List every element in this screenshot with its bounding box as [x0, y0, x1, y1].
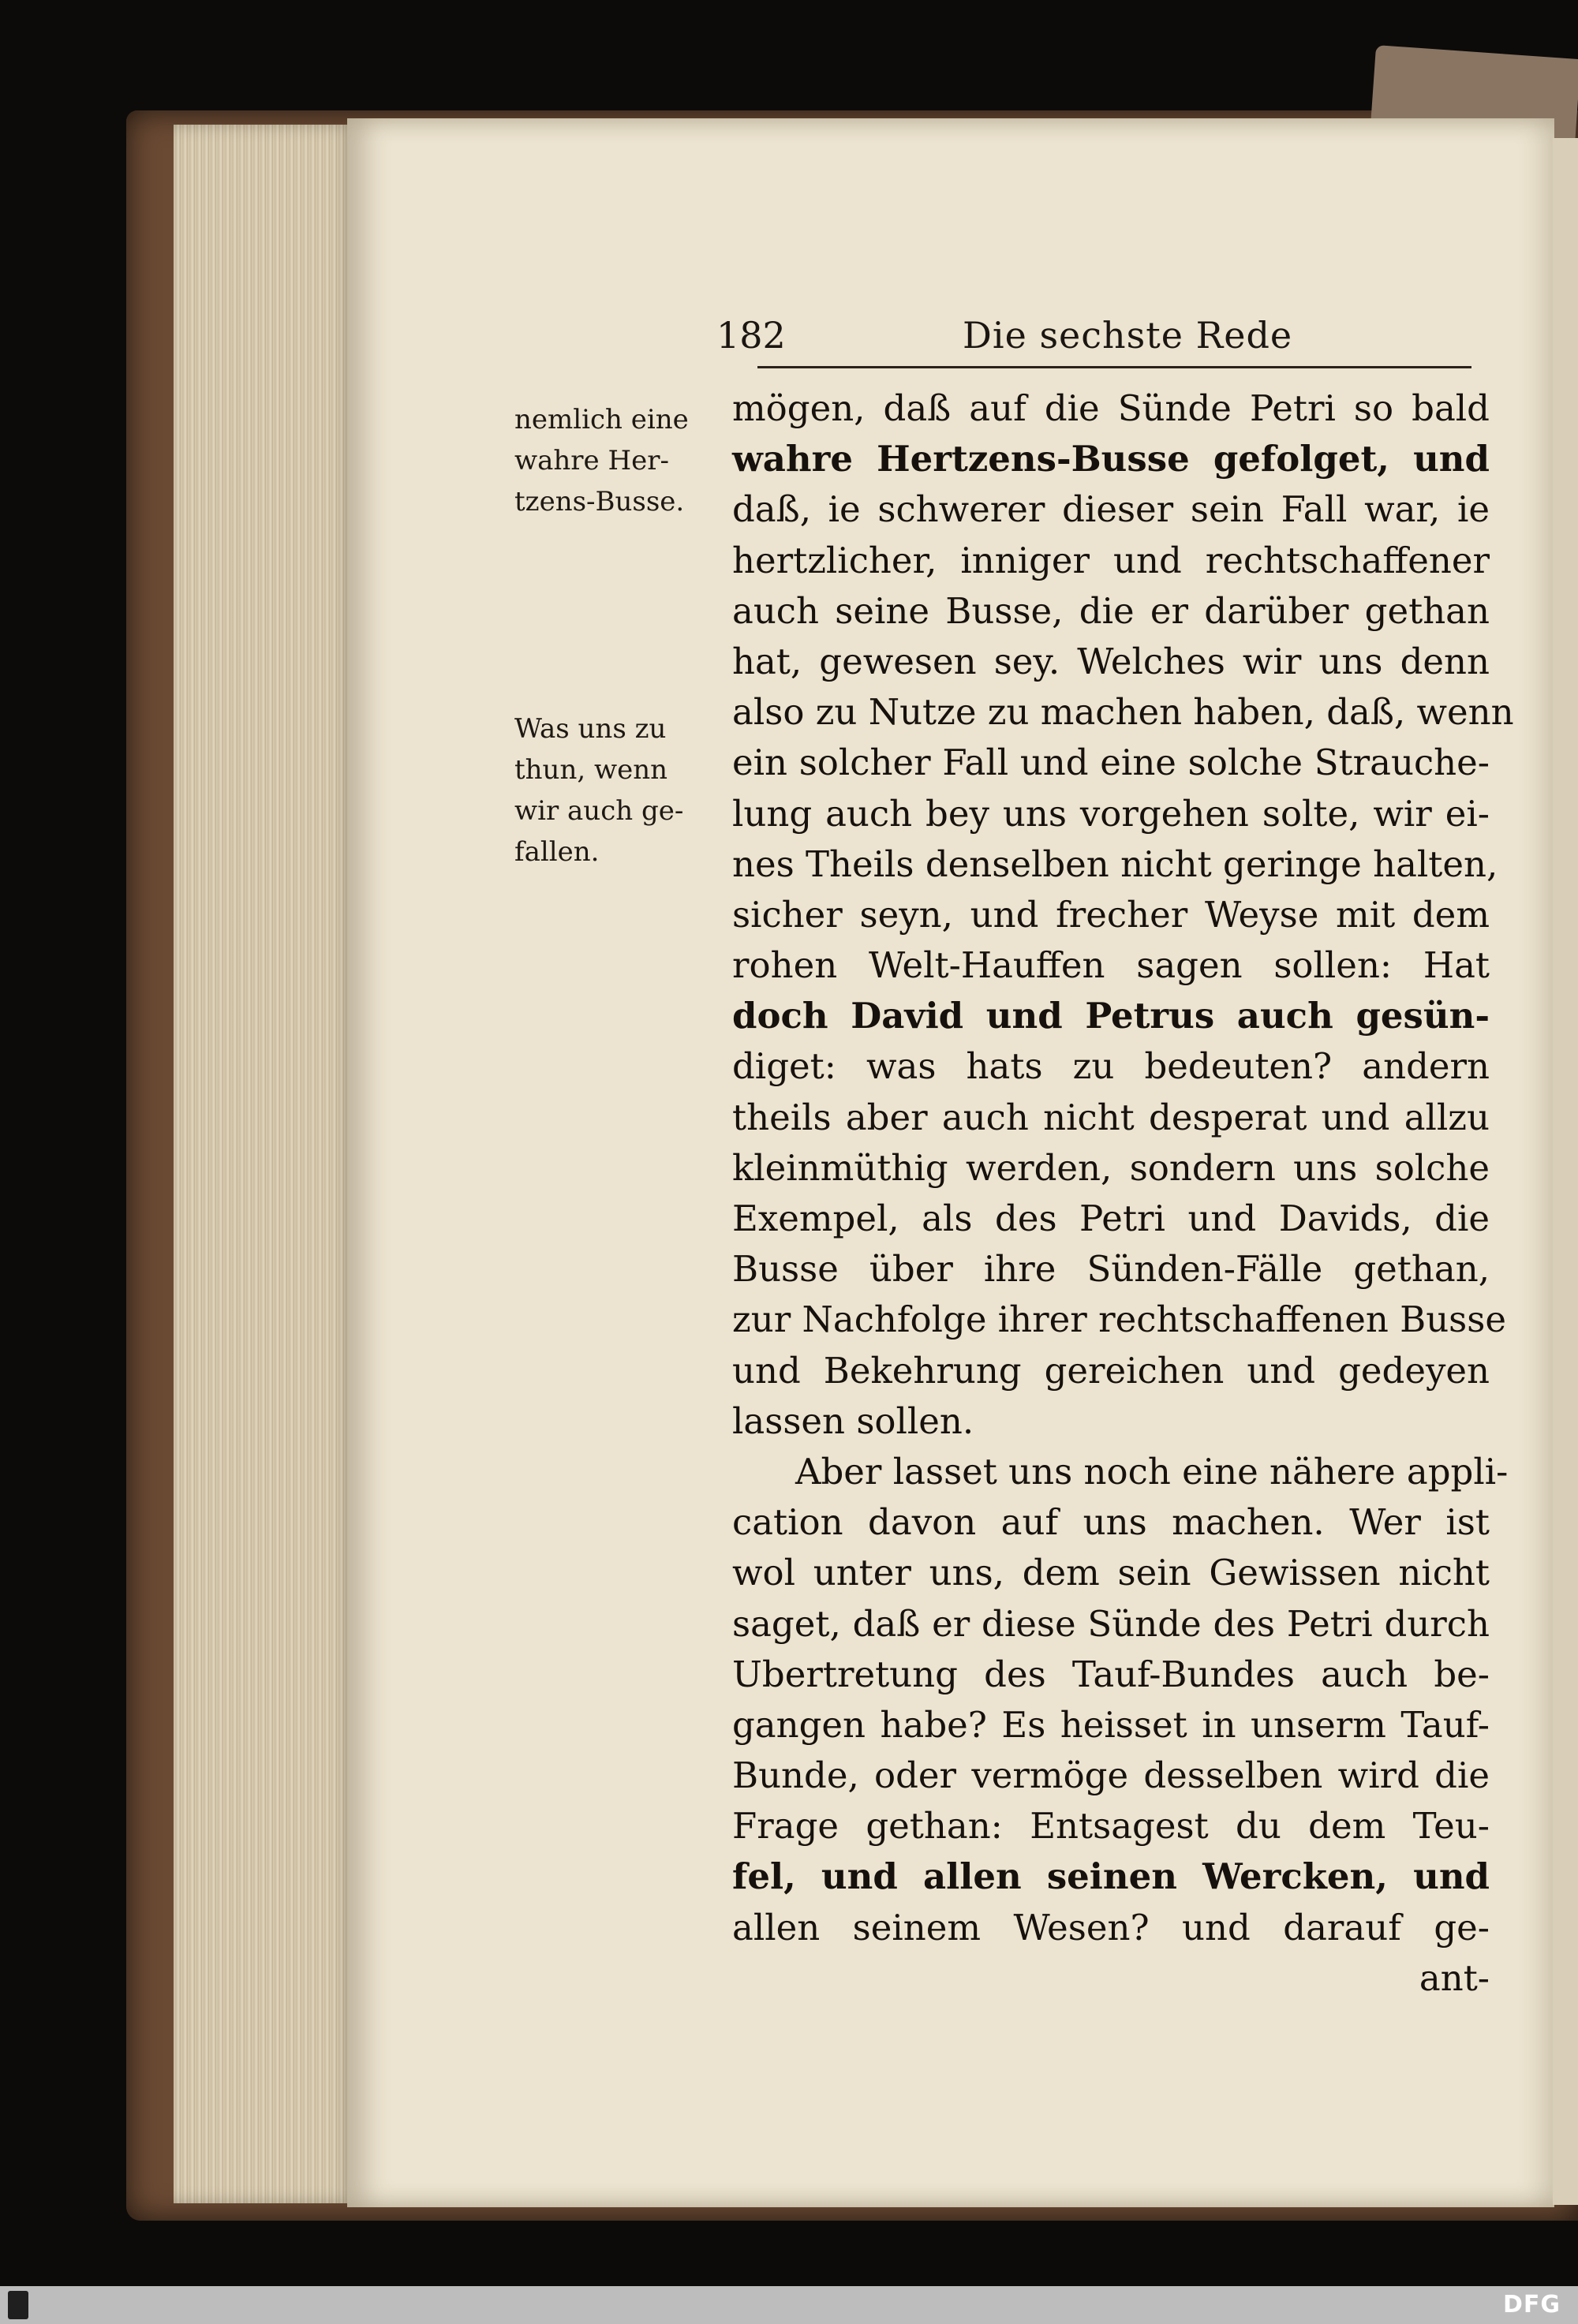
page-header [716, 314, 1498, 366]
text-line: wahre Hertzens-Busse gefolget, und [732, 438, 1490, 480]
running-head: Die sechste Rede [963, 314, 1293, 357]
text-line: Frage gethan: Entsagest du dem Teu- [732, 1805, 1490, 1848]
text-line: doch David und Petrus auch gesün- [732, 995, 1490, 1037]
text-line: zur Nachfolge ihrer rechtschaffenen Busse [732, 1298, 1506, 1341]
text-line: diget: was hats zu bedeuten? andern [732, 1045, 1490, 1088]
text-line: hat, gewesen sey. Welches wir uns denn [732, 640, 1490, 682]
text-line: gangen habe? Es heisset in unserm Tauf- [732, 1703, 1490, 1746]
marginal-line: thun, wenn [514, 754, 667, 786]
catchword: ant- [1419, 1956, 1490, 1999]
text-line: sicher seyn, und frecher Weyse mit dem [732, 893, 1490, 936]
text-line: wol unter uns, dem sein Gewissen nicht [732, 1552, 1490, 1594]
body-text [732, 383, 1514, 2004]
marginal-line: Was uns zu [514, 713, 667, 745]
marginal-line: wir auch ge- [514, 795, 684, 827]
marginal-line: fallen. [514, 836, 600, 868]
text-line: allen seinem Wesen? und darauf ge- [732, 1906, 1490, 1948]
viewer-footer-bar [0, 2286, 1578, 2324]
page-edges [174, 125, 355, 2203]
header-rule [757, 366, 1471, 368]
page-number: 182 [716, 314, 786, 357]
text-line: Busse über ihre Sünden-Fälle gethan, [732, 1248, 1490, 1291]
library-logo-icon [8, 2291, 28, 2319]
text-line: Bunde, oder vermöge desselben wird die [732, 1754, 1490, 1797]
marginal-line: tzens-Busse. [514, 486, 685, 517]
text-line: mögen, daß auf die Sünde Petri so bald [732, 387, 1490, 429]
text-line: lassen sollen. [732, 1399, 974, 1442]
text-line: daß, ie schwerer dieser sein Fall war, ie [732, 488, 1490, 531]
marginal-line: wahre Her- [514, 445, 669, 476]
dfg-logo: DFG [1502, 2291, 1561, 2318]
text-line: nes Theils denselben nicht geringe halten, [732, 843, 1498, 885]
text-line: Exempel, als des Petri und Davids, die [732, 1197, 1490, 1239]
text-line: fel, und allen seinen Wercken, und [732, 1855, 1490, 1898]
text-line: saget, daß er diese Sünde des Petri durch [732, 1602, 1490, 1645]
text-line: Aber lasset uns noch eine nähere appli- [795, 1450, 1509, 1493]
facing-page-edge [1553, 138, 1578, 2205]
text-line: kleinmüthig werden, sondern uns solche [732, 1146, 1490, 1189]
marginal-line: nemlich eine [514, 404, 689, 435]
text-line: ein solcher Fall und eine solche Strauche- [732, 742, 1490, 784]
marginal-note-2 [514, 708, 727, 872]
text-line: theils aber auch nicht desperat und allzu [732, 1096, 1490, 1138]
marginal-note-1 [514, 399, 727, 522]
text-line: also zu Nutze zu machen haben, daß, wenn [732, 691, 1514, 734]
text-line: und Bekehrung gereichen und gedeyen [732, 1349, 1490, 1392]
text-line: Ubertretung des Tauf-Bundes auch be- [732, 1653, 1490, 1695]
text-line: hertzlicher, inniger und rechtschaffener [732, 539, 1490, 581]
text-line: rohen Welt-Hauffen sagen sollen: Hat [732, 944, 1490, 987]
text-line: cation davon auf uns machen. Wer ist [732, 1501, 1490, 1544]
text-line: auch seine Busse, die er darüber gethan [732, 589, 1490, 632]
text-line: lung auch bey uns vorgehen solte, wir ei- [732, 792, 1490, 835]
